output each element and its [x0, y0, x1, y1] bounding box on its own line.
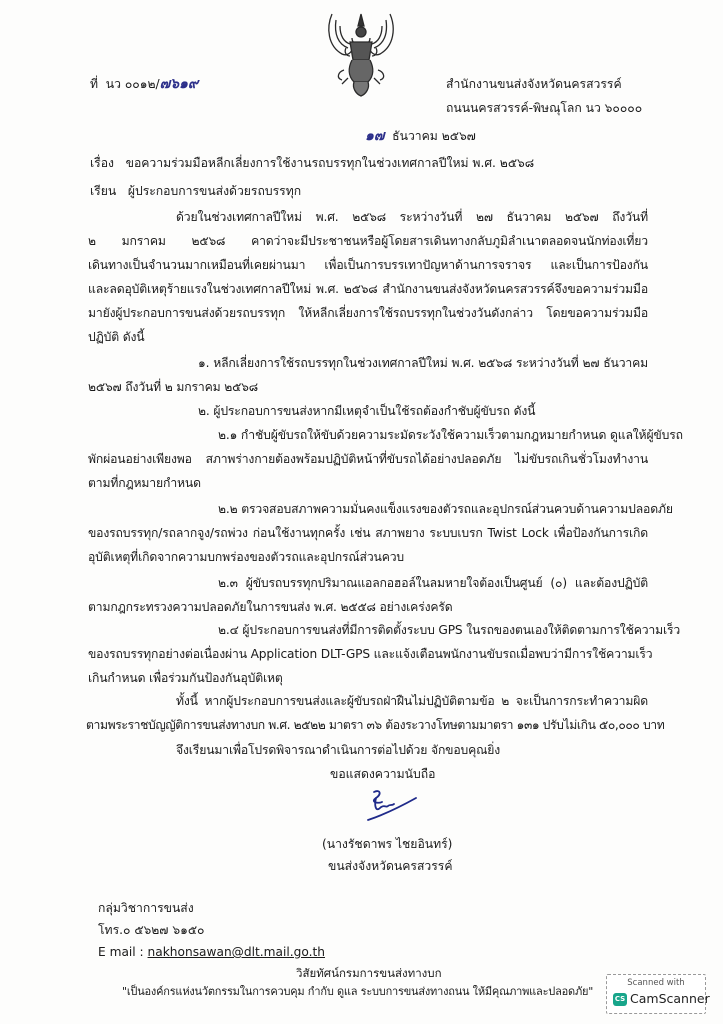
reference-number — [90, 76, 198, 92]
reference-handwritten-number: ๗๖๑๙ — [159, 76, 199, 92]
email-line — [98, 944, 325, 960]
intro-line: มายังผู้ประกอบการขนส่งด้วยรถบรรทุก ให้หลีกเลี่ยงการใช้รถบรรทุกในช่วงวันดังกล่าว โดยขอความร่วมมือ — [88, 306, 648, 320]
reference-label: ที่ — [90, 77, 99, 91]
camscanner-brand: CamScanner — [630, 991, 710, 1006]
intro-line: ปฏิบัติ ดังนี้ — [88, 330, 145, 344]
item-2-4-line: ของรถบรรทุกอย่างต่อเนื่องผ่าน Application DLT-GPS และแจ้งเตือนพนักงานขับรถเมื่อพบว่ามีการใช้ความเร็ว — [88, 647, 653, 661]
vision-title: วิสัยทัศน์กรมการขนส่งทางบก — [296, 966, 442, 980]
department-name: กลุ่มวิชาการขนส่ง — [98, 901, 194, 915]
salutation-label: เรียน — [90, 184, 117, 198]
intro-line: ด้วยในช่วงเทศกาลปีใหม่ พ.ศ. ๒๕๖๘ ระหว่างวันที่ ๒๗ ธันวาคม ๒๕๖๗ ถึงวันที่ — [176, 210, 648, 224]
letter-date — [365, 128, 476, 144]
date-month-year: ธันวาคม ๒๕๖๗ — [392, 129, 476, 143]
date-day-handwritten: ๑๗ — [365, 128, 385, 144]
closing-request: จึงเรียนมาเพื่อโปรดพิจารณาดำเนินการต่อไปด้วย จักขอบคุณยิ่ง — [176, 743, 501, 757]
closing-phrase: ขอแสดงความนับถือ — [330, 767, 436, 781]
garuda-emblem-icon — [322, 8, 400, 100]
intro-line: เดินทางเป็นจำนวนมากเหมือนที่เคยผ่านมา เพื่อเป็นการบรรเทาปัญหาด้านการจราจร และเป็นการป้องกัน — [88, 258, 648, 272]
penalty-line: ทั้งนี้ หากผู้ประกอบการขนส่งและผู้ขับรถฝ่าฝืนไม่ปฏิบัติตามข้อ ๒ จะเป็นการกระทำความผิด — [176, 694, 648, 708]
signer-title: ขนส่งจังหวัดนครสวรรค์ — [328, 859, 453, 873]
office-name: สำนักงานขนส่งจังหวัดนครสวรรค์ — [446, 77, 622, 91]
subject-line — [90, 155, 534, 171]
item-2-4-line: เกินกำหนด เพื่อร่วมกันป้องกันอุบัติเหตุ — [88, 671, 283, 685]
handwritten-signature-icon — [360, 786, 420, 826]
item-2-3-line: ๒.๓ ผู้ขับรถบรรทุกปริมาณแอลกอฮอล์ในลมหายใจต้องเป็นศูนย์ (๐) และต้องปฏิบัติ — [218, 576, 648, 590]
signer-name: (นางรัชดาพร ไชยอินทร์) — [322, 837, 453, 851]
subject-text: ขอความร่วมมือหลีกเลี่ยงการใช้งานรถบรรทุกในช่วงเทศกาลปีใหม่ พ.ศ. ๒๕๖๘ — [125, 156, 535, 170]
scanned-with-text: Scanned with — [627, 978, 685, 988]
item-2-2-line: ๒.๒ ตรวจสอบสภาพความมั่นคงแข็งแรงของตัวรถและอุปกรณ์ส่วนควบด้านความปลอดภัย — [218, 502, 673, 516]
salutation-line — [90, 183, 301, 199]
salutation-text: ผู้ประกอบการขนส่งด้วยรถบรรทุก — [127, 184, 302, 198]
item-2-3-line: ตามกฎกระทรวงความปลอดภัยในการขนส่ง พ.ศ. ๒๕๕๘ อย่างเคร่งครัด — [88, 600, 453, 614]
camscanner-watermark — [606, 974, 710, 1014]
item-2-1-line: พักผ่อนอย่างเพียงพอ สภาพร่างกายต้องพร้อมปฏิบัติหน้าที่ขับรถได้อย่างปลอดภัย ไม่ขับรถเกินชั่วโมงทำงาน — [88, 452, 648, 466]
item-2-4-line: ๒.๔ ผู้ประกอบการขนส่งที่มีการติดตั้งระบบ GPS ในรถของตนเองให้ติดตามการใช้ความเร็ว — [218, 623, 681, 637]
reference-prefix: นว ๐๐๑๒/ — [105, 77, 160, 91]
item-1-line: ๒๕๖๗ ถึงวันที่ ๒ มกราคม ๒๕๖๘ — [88, 380, 259, 394]
vision-text: "เป็นองค์กรแห่งนวัตกรรมในการควบคุม กำกับ ดูแล ระบบการขนส่งทางถนน ให้มีคุณภาพและปลอดภัย" — [122, 985, 594, 998]
intro-line: ๒ มกราคม ๒๕๖๘ คาดว่าจะมีประชาชนหรือผู้โดยสารเดินทางกลับภูมิลำเนาตลอดจนนักท่องเที่ยว — [88, 234, 648, 248]
item-2-heading: ๒. ผู้ประกอบการขนส่งหากมีเหตุจำเป็นใช้รถต้องกำชับผู้ขับรถ ดังนี้ — [198, 404, 536, 418]
email-link[interactable]: nakhonsawan@dlt.mail.go.th — [147, 945, 325, 959]
penalty-line: ตามพระราชบัญญัติการขนส่งทางบก พ.ศ. ๒๕๒๒ มาตรา ๓๖ ต้องระวางโทษตามมาตรา ๑๓๑ ปรับไม่เกิน ๕๐,๐๐๐ บาท — [86, 718, 665, 732]
item-2-1-line: ๒.๑ กำชับผู้ขับรถให้ขับด้วยความระมัดระวังใช้ความเร็วตามกฎหมายกำหนด ดูแลให้ผู้ขับรถ — [218, 428, 683, 442]
office-address: ถนนนครสวรรค์-พิษณุโลก นว ๖๐๐๐๐ — [446, 101, 643, 115]
intro-line: และลดอุบัติเหตุร้ายแรงในช่วงเทศกาลปีใหม่ พ.ศ. ๒๕๖๘ สำนักงานขนส่งจังหวัดนครสวรรค์จึงขอความร่วมมือ — [88, 282, 648, 296]
camscanner-logo-icon: CS — [613, 993, 627, 1006]
item-2-1-line: ตามที่กฎหมายกำหนด — [88, 476, 201, 490]
email-label: E mail : — [98, 945, 148, 959]
item-2-2-line: ของรถบรรทุก/รถลากจูง/รถพ่วง ก่อนใช้งานทุกครั้ง เช่น สภาพยาง ระบบเบรก Twist Lock เพื่อป้องกันการเกิด — [88, 526, 648, 540]
item-1-line: ๑. หลีกเลี่ยงการใช้รถบรรทุกในช่วงเทศกาลปีใหม่ พ.ศ. ๒๕๖๘ ระหว่างวันที่ ๒๗ ธันวาคม — [198, 356, 648, 370]
subject-label: เรื่อง — [90, 156, 114, 170]
phone-number: โทร.๐ ๕๖๒๗ ๖๑๕๐ — [98, 923, 205, 937]
item-2-2-line: อุบัติเหตุที่เกิดจากความบกพร่องของตัวรถและอุปกรณ์ส่วนควบ — [88, 550, 404, 564]
